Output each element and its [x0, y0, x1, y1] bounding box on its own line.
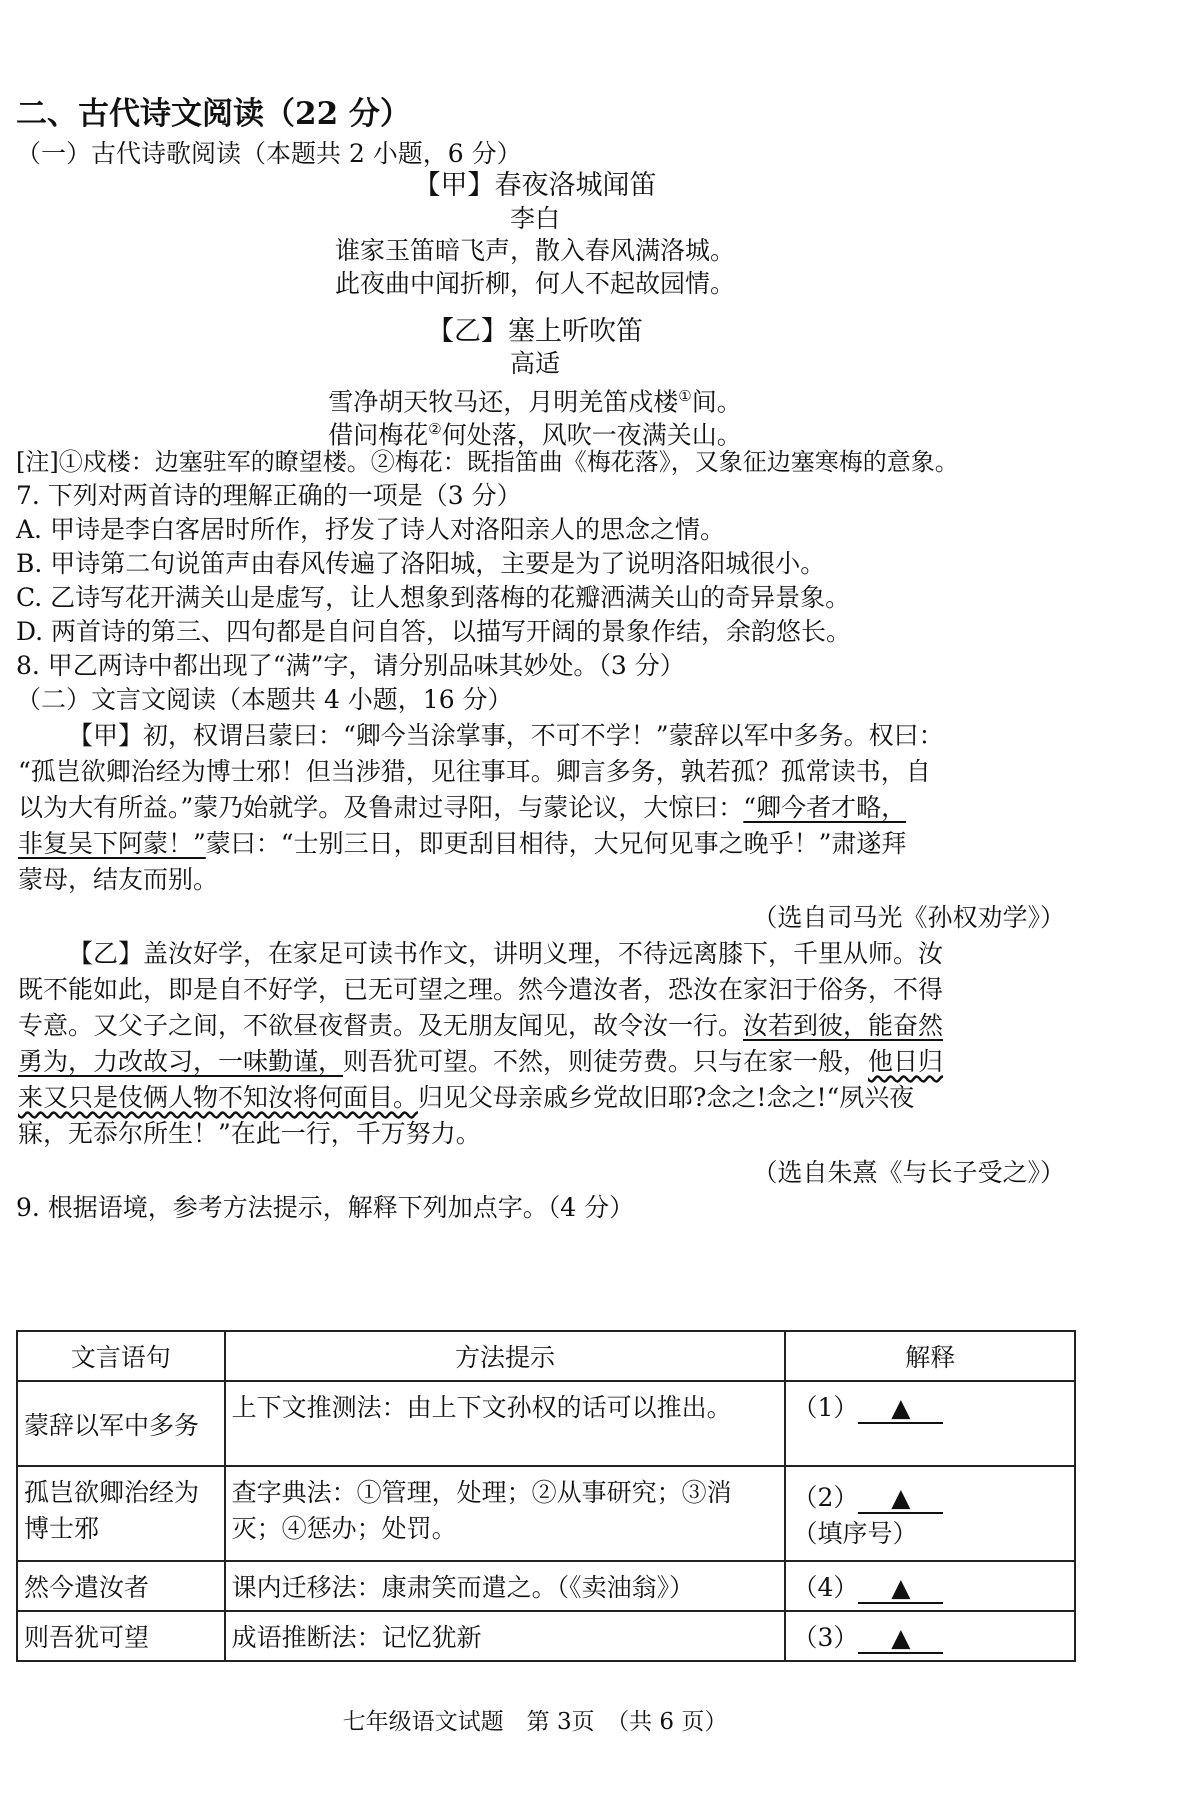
text-a-source: （选自司马光《孙权劝学》） [752, 903, 1065, 932]
text-a-line-2: “孤岂欲卿治经为博士邪！但当涉猎，见往事耳。卿言多务，孰若孤？孤常读书，自 [18, 757, 931, 786]
poem-a-line-1: 谁家玉笛暗飞声，散入春风满洛城。 [334, 236, 735, 265]
classical-text-a [18, 718, 1078, 898]
q7-option-c: C. 乙诗写花开满关山是虚写，让人想象到落梅的花瓣洒满关山的奇异景象。 [16, 583, 851, 612]
wavy-sentence-b: 他日归 [868, 1047, 944, 1076]
q9-sentence-4: 则吾犹可望 [17, 1611, 225, 1661]
q9-header-hint: 方法提示 [225, 1331, 786, 1381]
text-b-line-2: 既不能如此，即是自不好学，已无可望之理。然今遣汝者，恐汝在家汩于俗务，不得 [18, 975, 944, 1004]
text-b-line-5: 来又只是伎俩人物不知汝将何面目。归见父母亲戚乡党故旧耶?念之!念之!“夙兴夜 [18, 1083, 915, 1112]
q7-option-d: D. 两首诗的第三、四句都是自问自答，以描写开阔的景象作结，余韵悠长。 [16, 617, 852, 646]
poem-a-title: 【甲】春夜洛城闻笛 [413, 170, 657, 201]
q9-header-answer: 解释 [785, 1331, 1075, 1381]
table-row [17, 1561, 1075, 1611]
q9-header-row [17, 1331, 1075, 1381]
table-row [17, 1611, 1075, 1661]
text-a-line-5: 蒙母，结友而别。 [18, 865, 219, 894]
table-row [17, 1381, 1075, 1466]
poem-b-line-2: 借问梅花②何处落，风吹一夜满关山。 [328, 420, 742, 450]
text-b-line-1: 【乙】盖汝好学，在家足可读书作文，讲明义理，不待远离膝下，千里从师。汝 [68, 939, 944, 968]
underlined-sentence-a-cont: 非复吴下阿蒙！” [18, 829, 206, 858]
text-b-source: （选自朱熹《与长子受之》） [752, 1158, 1065, 1187]
text-a-line-3: 以为大有所益。”蒙乃始就学。及鲁肃过寻阳，与蒙论议，大惊曰：“卿今者才略， [18, 793, 907, 822]
poem-b-author: 高适 [509, 349, 560, 378]
page-footer: 七年级语文试题 第 3页 （共 6 页） [342, 1709, 728, 1735]
answer-blank-4[interactable]: ▲ [858, 1623, 943, 1654]
section-title: 二、古代诗文阅读（22 分） [16, 96, 411, 132]
table-row [17, 1466, 1075, 1561]
answer-blank-1[interactable]: ▲ [858, 1393, 943, 1424]
part2-title: （二）文言文阅读（本题共 4 小题，16 分） [16, 685, 513, 714]
q9-answer-4[interactable]: （3） ▲ [785, 1611, 1075, 1661]
underlined-sentence-a: “卿今者才略， [743, 793, 907, 822]
q7-option-a: A. 甲诗是李白客居时所作，抒发了诗人对洛阳亲人的思念之情。 [16, 515, 725, 544]
answer-blank-3[interactable]: ▲ [858, 1573, 943, 1604]
q9-answer-1[interactable]: （1） ▲ [785, 1381, 1075, 1466]
underlined-sentence-b: 汝若到彼，能奋然 [743, 1011, 944, 1040]
q9-sentence-2: 孤岂欲卿治经为博士邪 [17, 1466, 225, 1561]
q9-table [16, 1330, 1076, 1662]
text-b-line-6: 寐，无忝尔所生！”在此一行，千万努力。 [18, 1119, 481, 1148]
q9-answer-3[interactable]: （4） ▲ [785, 1561, 1075, 1611]
q9-hint-2: 查字典法：①管理，处理；②从事研究；③消灭；④惩办；处罚。 [225, 1466, 786, 1561]
q7-option-b: B. 甲诗第二句说笛声由春风传遍了洛阳城，主要是为了说明洛阳城很小。 [16, 549, 826, 578]
q9-stem: 9. 根据语境，参考方法提示，解释下列加点字。（4 分） [16, 1193, 635, 1222]
text-b-line-3: 专意。又父子之间，不欲昼夜督责。及无朋友闻见，故令汝一行。汝若到彼，能奋然 [18, 1011, 944, 1040]
text-b-line-4: 勇为，力改故习，一味勤谨，则吾犹可望。不然，则徒劳费。只与在家一般，他日归 [18, 1047, 944, 1076]
footnote-mark-1: ① [678, 387, 692, 405]
poem-b-line-1: 雪净胡天牧马还，月明羌笛戍楼①间。 [328, 387, 742, 417]
q9-hint-4: 成语推断法：记忆犹新 [225, 1611, 786, 1661]
part1-title: （一）古代诗歌阅读（本题共 2 小题，6 分） [16, 139, 522, 168]
poem-note: [注]①戍楼：边塞驻军的瞭望楼。②梅花：既指笛曲《梅花落》，又象征边塞寒梅的意象。 [16, 448, 959, 476]
underlined-sentence-b-cont: 勇为，力改故习，一味勤谨， [18, 1047, 344, 1076]
wavy-sentence-b-cont: 来又只是伎俩人物不知汝将何面目。 [18, 1083, 419, 1112]
q7-stem: 7. 下列对两首诗的理解正确的一项是（3 分） [16, 481, 522, 510]
q9-header-sentence: 文言语句 [17, 1331, 225, 1381]
q9-hint-3: 课内迁移法：康肃笑而遣之。（《卖油翁》） [225, 1561, 786, 1611]
poem-b-title: 【乙】塞上听吹笛 [427, 316, 643, 347]
q9-sentence-3: 然今遣汝者 [17, 1561, 225, 1611]
text-a-line-4: 非复吴下阿蒙！”蒙曰：“士别三日，即更刮目相待，大兄何见事之晚乎！”肃遂拜 [18, 829, 907, 858]
classical-text-b [18, 936, 1078, 1152]
poem-a-line-2: 此夜曲中闻折柳，何人不起故园情。 [334, 269, 735, 298]
q8-stem: 8. 甲乙两诗中都出现了“满”字，请分别品味其妙处。（3 分） [16, 651, 685, 680]
answer-blank-2[interactable]: ▲ [858, 1483, 943, 1514]
q9-sentence-1: 蒙辞以军中多务 [17, 1381, 225, 1466]
poem-a-author: 李白 [509, 204, 560, 233]
q9-answer-2[interactable]: （2） ▲（填序号） [785, 1466, 1075, 1561]
q9-hint-1: 上下文推测法：由上下文孙权的话可以推出。 [225, 1381, 786, 1466]
footnote-mark-2: ② [428, 420, 442, 438]
text-a-line-1: 【甲】初，权谓吕蒙曰：“卿今当涂掌事，不可不学！”蒙辞以军中多务。权曰： [68, 721, 944, 750]
